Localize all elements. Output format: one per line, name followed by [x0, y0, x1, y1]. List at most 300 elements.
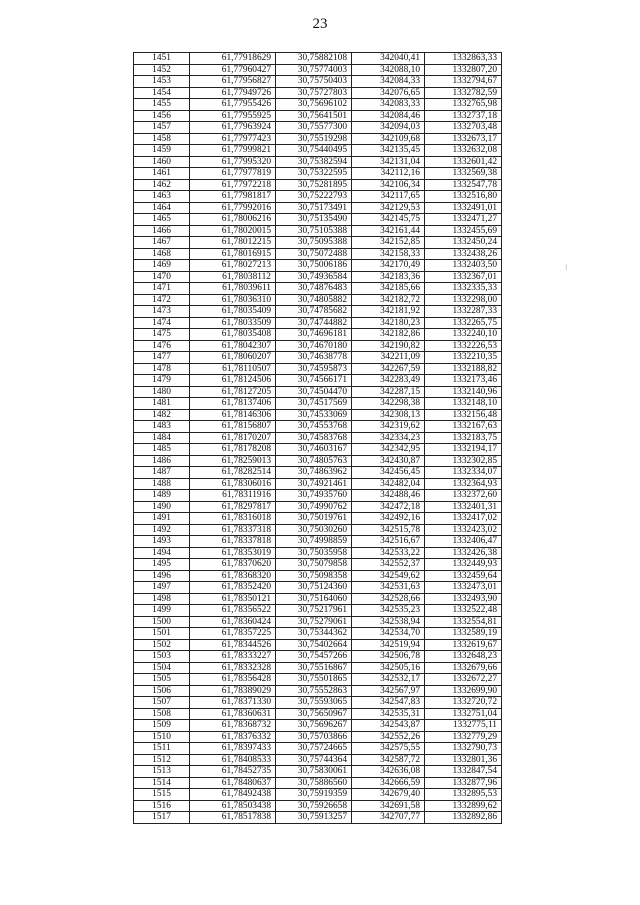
- x-coordinate-cell: 342088,10: [352, 64, 425, 76]
- table-row: [134, 812, 502, 824]
- longitude-cell: 30,75774003: [276, 64, 352, 76]
- y-coordinate-cell: 1332450,24: [425, 237, 502, 249]
- longitude-cell: 30,75552863: [276, 685, 352, 697]
- longitude-cell: 30,75402664: [276, 639, 352, 651]
- point-number-cell: 1454: [134, 87, 190, 99]
- longitude-cell: 30,75641501: [276, 110, 352, 122]
- point-number-cell: 1507: [134, 697, 190, 709]
- point-number-cell: 1477: [134, 352, 190, 364]
- latitude-cell: 61,77995320: [190, 156, 276, 168]
- longitude-cell: 30,75164060: [276, 593, 352, 605]
- point-number-cell: 1482: [134, 409, 190, 421]
- longitude-cell: 30,74785682: [276, 306, 352, 318]
- latitude-cell: 61,78039611: [190, 283, 276, 295]
- longitude-cell: 30,75913257: [276, 812, 352, 824]
- longitude-cell: 30,74805882: [276, 294, 352, 306]
- latitude-cell: 61,78389029: [190, 685, 276, 697]
- longitude-cell: 30,74603167: [276, 444, 352, 456]
- point-number-cell: 1500: [134, 616, 190, 628]
- longitude-cell: 30,75035958: [276, 547, 352, 559]
- table-row: [134, 628, 502, 640]
- longitude-cell: 30,74595873: [276, 363, 352, 375]
- latitude-cell: 61,78124506: [190, 375, 276, 387]
- table-row: [134, 340, 502, 352]
- longitude-cell: 30,75919359: [276, 789, 352, 801]
- x-coordinate-cell: 342575,55: [352, 743, 425, 755]
- x-coordinate-cell: 342182,72: [352, 294, 425, 306]
- point-number-cell: 1516: [134, 800, 190, 812]
- longitude-cell: 30,74990762: [276, 501, 352, 513]
- coordinates-table-body: [134, 53, 502, 824]
- longitude-cell: 30,75105388: [276, 225, 352, 237]
- y-coordinate-cell: 1332863,33: [425, 53, 502, 65]
- y-coordinate-cell: 1332679,66: [425, 662, 502, 674]
- point-number-cell: 1493: [134, 536, 190, 548]
- longitude-cell: 30,75886560: [276, 777, 352, 789]
- longitude-cell: 30,75830061: [276, 766, 352, 778]
- x-coordinate-cell: 342084,33: [352, 76, 425, 88]
- longitude-cell: 30,75135490: [276, 214, 352, 226]
- y-coordinate-cell: 1332335,33: [425, 283, 502, 295]
- table-row: [134, 87, 502, 99]
- margin-mark: ⁝: [565, 263, 568, 272]
- y-coordinate-cell: 1332801,36: [425, 754, 502, 766]
- longitude-cell: 30,75030260: [276, 524, 352, 536]
- latitude-cell: 61,78357225: [190, 628, 276, 640]
- table-row: [134, 225, 502, 237]
- x-coordinate-cell: 342456,45: [352, 467, 425, 479]
- x-coordinate-cell: 342319,62: [352, 421, 425, 433]
- longitude-cell: 30,75173491: [276, 202, 352, 214]
- longitude-cell: 30,75019761: [276, 513, 352, 525]
- longitude-cell: 30,75079858: [276, 559, 352, 571]
- longitude-cell: 30,74583768: [276, 432, 352, 444]
- longitude-cell: 30,74638778: [276, 352, 352, 364]
- latitude-cell: 61,78368732: [190, 720, 276, 732]
- longitude-cell: 30,75281895: [276, 179, 352, 191]
- latitude-cell: 61,78110507: [190, 363, 276, 375]
- y-coordinate-cell: 1332367,01: [425, 271, 502, 283]
- point-number-cell: 1463: [134, 191, 190, 203]
- longitude-cell: 30,75006186: [276, 260, 352, 272]
- point-number-cell: 1469: [134, 260, 190, 272]
- y-coordinate-cell: 1332449,93: [425, 559, 502, 571]
- x-coordinate-cell: 342430,87: [352, 455, 425, 467]
- x-coordinate-cell: 342666,59: [352, 777, 425, 789]
- latitude-cell: 61,77999821: [190, 145, 276, 157]
- latitude-cell: 61,78137406: [190, 398, 276, 410]
- latitude-cell: 61,78503438: [190, 800, 276, 812]
- y-coordinate-cell: 1332619,67: [425, 639, 502, 651]
- latitude-cell: 61,78297817: [190, 501, 276, 513]
- y-coordinate-cell: 1332459,64: [425, 570, 502, 582]
- y-coordinate-cell: 1332554,81: [425, 616, 502, 628]
- y-coordinate-cell: 1332516,80: [425, 191, 502, 203]
- y-coordinate-cell: 1332899,62: [425, 800, 502, 812]
- table-row: [134, 789, 502, 801]
- table-row: [134, 421, 502, 433]
- point-number-cell: 1480: [134, 386, 190, 398]
- point-number-cell: 1487: [134, 467, 190, 479]
- point-number-cell: 1466: [134, 225, 190, 237]
- point-number-cell: 1475: [134, 329, 190, 341]
- latitude-cell: 61,78356428: [190, 674, 276, 686]
- table-row: [134, 329, 502, 341]
- table-row: [134, 639, 502, 651]
- table-row: [134, 260, 502, 272]
- point-number-cell: 1461: [134, 168, 190, 180]
- point-number-cell: 1495: [134, 559, 190, 571]
- table-row: [134, 720, 502, 732]
- longitude-cell: 30,75724665: [276, 743, 352, 755]
- latitude-cell: 61,78306016: [190, 478, 276, 490]
- y-coordinate-cell: 1332703,48: [425, 122, 502, 134]
- y-coordinate-cell: 1332807,20: [425, 64, 502, 76]
- point-number-cell: 1476: [134, 340, 190, 352]
- x-coordinate-cell: 342515,78: [352, 524, 425, 536]
- point-number-cell: 1488: [134, 478, 190, 490]
- latitude-cell: 61,78170207: [190, 432, 276, 444]
- point-number-cell: 1451: [134, 53, 190, 65]
- longitude-cell: 30,74696181: [276, 329, 352, 341]
- y-coordinate-cell: 1332372,60: [425, 490, 502, 502]
- y-coordinate-cell: 1332601,42: [425, 156, 502, 168]
- latitude-cell: 61,78333227: [190, 651, 276, 663]
- y-coordinate-cell: 1332403,50: [425, 260, 502, 272]
- point-number-cell: 1460: [134, 156, 190, 168]
- y-coordinate-cell: 1332240,10: [425, 329, 502, 341]
- y-coordinate-cell: 1332892,86: [425, 812, 502, 824]
- table-row: [134, 283, 502, 295]
- y-coordinate-cell: 1332406,47: [425, 536, 502, 548]
- x-coordinate-cell: 342567,97: [352, 685, 425, 697]
- table-row: [134, 743, 502, 755]
- x-coordinate-cell: 342145,75: [352, 214, 425, 226]
- table-row: [134, 616, 502, 628]
- x-coordinate-cell: 342094,03: [352, 122, 425, 134]
- latitude-cell: 61,78259013: [190, 455, 276, 467]
- table-row: [134, 651, 502, 663]
- table-row: [134, 559, 502, 571]
- latitude-cell: 61,78060207: [190, 352, 276, 364]
- table-row: [134, 317, 502, 329]
- table-row: [134, 708, 502, 720]
- longitude-cell: 30,74670180: [276, 340, 352, 352]
- latitude-cell: 61,77981817: [190, 191, 276, 203]
- latitude-cell: 61,77955426: [190, 99, 276, 111]
- table-row: [134, 777, 502, 789]
- latitude-cell: 61,78452735: [190, 766, 276, 778]
- x-coordinate-cell: 342552,37: [352, 559, 425, 571]
- x-coordinate-cell: 342182,86: [352, 329, 425, 341]
- longitude-cell: 30,74936584: [276, 271, 352, 283]
- point-number-cell: 1490: [134, 501, 190, 513]
- table-row: [134, 306, 502, 318]
- y-coordinate-cell: 1332148,10: [425, 398, 502, 410]
- point-number-cell: 1494: [134, 547, 190, 559]
- point-number-cell: 1498: [134, 593, 190, 605]
- table-row: [134, 237, 502, 249]
- latitude-cell: 61,78370620: [190, 559, 276, 571]
- x-coordinate-cell: 342287,15: [352, 386, 425, 398]
- latitude-cell: 61,78376332: [190, 731, 276, 743]
- table-row: [134, 444, 502, 456]
- point-number-cell: 1510: [134, 731, 190, 743]
- latitude-cell: 61,78006216: [190, 214, 276, 226]
- latitude-cell: 61,78035409: [190, 306, 276, 318]
- table-row: [134, 593, 502, 605]
- longitude-cell: 30,74935760: [276, 490, 352, 502]
- latitude-cell: 61,77972218: [190, 179, 276, 191]
- latitude-cell: 61,77963924: [190, 122, 276, 134]
- latitude-cell: 61,78337818: [190, 536, 276, 548]
- y-coordinate-cell: 1332426,38: [425, 547, 502, 559]
- latitude-cell: 61,77977423: [190, 133, 276, 145]
- longitude-cell: 30,75696102: [276, 99, 352, 111]
- table-row: [134, 467, 502, 479]
- table-row: [134, 248, 502, 260]
- y-coordinate-cell: 1332298,00: [425, 294, 502, 306]
- point-number-cell: 1479: [134, 375, 190, 387]
- y-coordinate-cell: 1332737,18: [425, 110, 502, 122]
- table-row: [134, 168, 502, 180]
- latitude-cell: 61,78492438: [190, 789, 276, 801]
- x-coordinate-cell: 342170,49: [352, 260, 425, 272]
- table-row: [134, 363, 502, 375]
- point-number-cell: 1496: [134, 570, 190, 582]
- point-number-cell: 1515: [134, 789, 190, 801]
- latitude-cell: 61,78178208: [190, 444, 276, 456]
- longitude-cell: 30,75727803: [276, 87, 352, 99]
- x-coordinate-cell: 342488,46: [352, 490, 425, 502]
- point-number-cell: 1455: [134, 99, 190, 111]
- point-number-cell: 1514: [134, 777, 190, 789]
- point-number-cell: 1470: [134, 271, 190, 283]
- x-coordinate-cell: 342084,46: [352, 110, 425, 122]
- point-number-cell: 1517: [134, 812, 190, 824]
- x-coordinate-cell: 342135,45: [352, 145, 425, 157]
- latitude-cell: 61,78033509: [190, 317, 276, 329]
- longitude-cell: 30,74744882: [276, 317, 352, 329]
- x-coordinate-cell: 342543,87: [352, 720, 425, 732]
- latitude-cell: 61,78332328: [190, 662, 276, 674]
- y-coordinate-cell: 1332183,75: [425, 432, 502, 444]
- longitude-cell: 30,75650967: [276, 708, 352, 720]
- x-coordinate-cell: 342158,33: [352, 248, 425, 260]
- y-coordinate-cell: 1332790,73: [425, 743, 502, 755]
- y-coordinate-cell: 1332877,96: [425, 777, 502, 789]
- table-row: [134, 398, 502, 410]
- longitude-cell: 30,75703866: [276, 731, 352, 743]
- latitude-cell: 61,78352420: [190, 582, 276, 594]
- longitude-cell: 30,74921461: [276, 478, 352, 490]
- x-coordinate-cell: 342532,17: [352, 674, 425, 686]
- y-coordinate-cell: 1332794,67: [425, 76, 502, 88]
- table-row: [134, 582, 502, 594]
- x-coordinate-cell: 342083,33: [352, 99, 425, 111]
- longitude-cell: 30,74533069: [276, 409, 352, 421]
- latitude-cell: 61,78397433: [190, 743, 276, 755]
- point-number-cell: 1459: [134, 145, 190, 157]
- x-coordinate-cell: 342342,95: [352, 444, 425, 456]
- table-row: [134, 697, 502, 709]
- point-number-cell: 1483: [134, 421, 190, 433]
- latitude-cell: 61,78036310: [190, 294, 276, 306]
- x-coordinate-cell: 342040,41: [352, 53, 425, 65]
- y-coordinate-cell: 1332522,48: [425, 605, 502, 617]
- table-row: [134, 662, 502, 674]
- x-coordinate-cell: 342679,40: [352, 789, 425, 801]
- x-coordinate-cell: 342183,36: [352, 271, 425, 283]
- table-row: [134, 455, 502, 467]
- x-coordinate-cell: 342535,23: [352, 605, 425, 617]
- x-coordinate-cell: 342211,09: [352, 352, 425, 364]
- point-number-cell: 1502: [134, 639, 190, 651]
- table-row: [134, 156, 502, 168]
- y-coordinate-cell: 1332493,90: [425, 593, 502, 605]
- y-coordinate-cell: 1332775,11: [425, 720, 502, 732]
- x-coordinate-cell: 342076,65: [352, 87, 425, 99]
- y-coordinate-cell: 1332226,53: [425, 340, 502, 352]
- point-number-cell: 1492: [134, 524, 190, 536]
- x-coordinate-cell: 342636,08: [352, 766, 425, 778]
- x-coordinate-cell: 342538,94: [352, 616, 425, 628]
- latitude-cell: 61,78360424: [190, 616, 276, 628]
- x-coordinate-cell: 342519,94: [352, 639, 425, 651]
- point-number-cell: 1511: [134, 743, 190, 755]
- table-row: [134, 501, 502, 513]
- x-coordinate-cell: 342109,68: [352, 133, 425, 145]
- latitude-cell: 61,78356522: [190, 605, 276, 617]
- latitude-cell: 61,78350121: [190, 593, 276, 605]
- latitude-cell: 61,78035408: [190, 329, 276, 341]
- table-row: [134, 409, 502, 421]
- table-row: [134, 547, 502, 559]
- point-number-cell: 1485: [134, 444, 190, 456]
- y-coordinate-cell: 1332720,72: [425, 697, 502, 709]
- point-number-cell: 1472: [134, 294, 190, 306]
- y-coordinate-cell: 1332401,31: [425, 501, 502, 513]
- longitude-cell: 30,75882108: [276, 53, 352, 65]
- latitude-cell: 61,78042307: [190, 340, 276, 352]
- table-row: [134, 53, 502, 65]
- latitude-cell: 61,77960427: [190, 64, 276, 76]
- y-coordinate-cell: 1332673,17: [425, 133, 502, 145]
- latitude-cell: 61,78016915: [190, 248, 276, 260]
- latitude-cell: 61,78344526: [190, 639, 276, 651]
- x-coordinate-cell: 342552,26: [352, 731, 425, 743]
- x-coordinate-cell: 342152,85: [352, 237, 425, 249]
- y-coordinate-cell: 1332364,93: [425, 478, 502, 490]
- x-coordinate-cell: 342161,44: [352, 225, 425, 237]
- longitude-cell: 30,75457266: [276, 651, 352, 663]
- y-coordinate-cell: 1332589,19: [425, 628, 502, 640]
- x-coordinate-cell: 342528,66: [352, 593, 425, 605]
- longitude-cell: 30,74876483: [276, 283, 352, 295]
- table-row: [134, 570, 502, 582]
- y-coordinate-cell: 1332156,48: [425, 409, 502, 421]
- point-number-cell: 1489: [134, 490, 190, 502]
- latitude-cell: 61,78360631: [190, 708, 276, 720]
- table-row: [134, 294, 502, 306]
- longitude-cell: 30,74998859: [276, 536, 352, 548]
- longitude-cell: 30,75577300: [276, 122, 352, 134]
- longitude-cell: 30,75072488: [276, 248, 352, 260]
- y-coordinate-cell: 1332699,90: [425, 685, 502, 697]
- latitude-cell: 61,78012215: [190, 237, 276, 249]
- x-coordinate-cell: 342190,82: [352, 340, 425, 352]
- x-coordinate-cell: 342129,53: [352, 202, 425, 214]
- latitude-cell: 61,77918629: [190, 53, 276, 65]
- point-number-cell: 1464: [134, 202, 190, 214]
- y-coordinate-cell: 1332265,75: [425, 317, 502, 329]
- table-row: [134, 122, 502, 134]
- table-row: [134, 352, 502, 364]
- y-coordinate-cell: 1332782,59: [425, 87, 502, 99]
- x-coordinate-cell: 342106,34: [352, 179, 425, 191]
- longitude-cell: 30,75344362: [276, 628, 352, 640]
- longitude-cell: 30,75279061: [276, 616, 352, 628]
- longitude-cell: 30,75519298: [276, 133, 352, 145]
- table-row: [134, 754, 502, 766]
- y-coordinate-cell: 1332334,07: [425, 467, 502, 479]
- table-row: [134, 179, 502, 191]
- longitude-cell: 30,75750403: [276, 76, 352, 88]
- latitude-cell: 61,77992016: [190, 202, 276, 214]
- x-coordinate-cell: 342131,04: [352, 156, 425, 168]
- latitude-cell: 61,78353019: [190, 547, 276, 559]
- point-number-cell: 1481: [134, 398, 190, 410]
- longitude-cell: 30,75217961: [276, 605, 352, 617]
- y-coordinate-cell: 1332173,46: [425, 375, 502, 387]
- latitude-cell: 61,78282514: [190, 467, 276, 479]
- y-coordinate-cell: 1332188,82: [425, 363, 502, 375]
- point-number-cell: 1457: [134, 122, 190, 134]
- point-number-cell: 1474: [134, 317, 190, 329]
- table-row: [134, 513, 502, 525]
- longitude-cell: 30,75744364: [276, 754, 352, 766]
- y-coordinate-cell: 1332648,23: [425, 651, 502, 663]
- longitude-cell: 30,75926658: [276, 800, 352, 812]
- latitude-cell: 61,78027213: [190, 260, 276, 272]
- longitude-cell: 30,75322595: [276, 168, 352, 180]
- table-row: [134, 76, 502, 88]
- table-row: [134, 145, 502, 157]
- x-coordinate-cell: 342112,16: [352, 168, 425, 180]
- point-number-cell: 1504: [134, 662, 190, 674]
- x-coordinate-cell: 342185,66: [352, 283, 425, 295]
- point-number-cell: 1484: [134, 432, 190, 444]
- longitude-cell: 30,75516867: [276, 662, 352, 674]
- latitude-cell: 61,78517838: [190, 812, 276, 824]
- point-number-cell: 1465: [134, 214, 190, 226]
- x-coordinate-cell: 342334,23: [352, 432, 425, 444]
- table-row: [134, 685, 502, 697]
- latitude-cell: 61,78146306: [190, 409, 276, 421]
- x-coordinate-cell: 342308,13: [352, 409, 425, 421]
- x-coordinate-cell: 342298,38: [352, 398, 425, 410]
- latitude-cell: 61,77955925: [190, 110, 276, 122]
- longitude-cell: 30,75593065: [276, 697, 352, 709]
- y-coordinate-cell: 1332287,33: [425, 306, 502, 318]
- longitude-cell: 30,75222793: [276, 191, 352, 203]
- y-coordinate-cell: 1332473,01: [425, 582, 502, 594]
- point-number-cell: 1513: [134, 766, 190, 778]
- table-row: [134, 674, 502, 686]
- y-coordinate-cell: 1332547,78: [425, 179, 502, 191]
- table-row: [134, 386, 502, 398]
- x-coordinate-cell: 342117,65: [352, 191, 425, 203]
